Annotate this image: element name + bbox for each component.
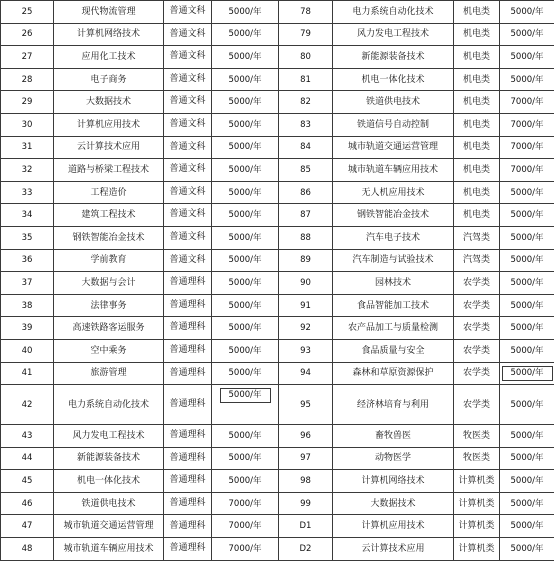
major-name-left: 机电一体化技术 xyxy=(54,470,164,493)
tuition-fee-left: 5000/年 xyxy=(212,91,279,114)
major-name-left: 工程造价 xyxy=(54,181,164,204)
table-row xyxy=(1,181,554,204)
row-number-right: 99 xyxy=(279,492,333,515)
major-name-left: 大数据技术 xyxy=(54,91,164,114)
row-number-right: 84 xyxy=(279,136,333,159)
major-name-right: 畜牧兽医 xyxy=(333,425,454,448)
highlighted-fee: 5000/年 xyxy=(502,366,553,381)
row-number-left: 30 xyxy=(1,113,54,136)
category-left: 普通理科 xyxy=(164,425,212,448)
category-left: 普通理科 xyxy=(164,317,212,340)
tuition-fee-right: 5000/年 xyxy=(500,492,554,515)
tuition-fee-right: 5000/年 xyxy=(500,470,554,493)
major-name-left: 道路与桥梁工程技术 xyxy=(54,159,164,182)
row-number-right: 94 xyxy=(279,362,333,385)
major-name-right: 铁道供电技术 xyxy=(333,91,454,114)
major-name-right: 风力发电工程技术 xyxy=(333,23,454,46)
table-row xyxy=(1,425,554,448)
category-right: 机电类 xyxy=(454,181,500,204)
row-number-left: 47 xyxy=(1,515,54,538)
tuition-fee-right: 7000/年 xyxy=(500,136,554,159)
row-number-right: 85 xyxy=(279,159,333,182)
tuition-fee-left: 5000/年 xyxy=(212,159,279,182)
major-name-left: 城市轨道车辆应用技术 xyxy=(54,538,164,561)
major-name-left: 云计算技术应用 xyxy=(54,136,164,159)
category-left: 普通文科 xyxy=(164,68,212,91)
major-name-right: 大数据技术 xyxy=(333,492,454,515)
major-name-left: 现代物流管理 xyxy=(54,1,164,24)
category-right: 机电类 xyxy=(454,68,500,91)
major-name-right: 汽车制造与试验技术 xyxy=(333,249,454,272)
table-row xyxy=(1,492,554,515)
table-row xyxy=(1,159,554,182)
tuition-fee-right: 5000/年 xyxy=(500,226,554,249)
major-name-right: 钢铁智能冶金技术 xyxy=(333,204,454,227)
major-name-right: 云计算技术应用 xyxy=(333,538,454,561)
major-name-left: 空中乘务 xyxy=(54,339,164,362)
major-name-left: 电力系统自动化技术 xyxy=(54,385,164,425)
row-number-right: 82 xyxy=(279,91,333,114)
tuition-fee-left: 5000/年 xyxy=(212,249,279,272)
tuition-fee-left: 5000/年 xyxy=(212,136,279,159)
major-name-right: 农产品加工与质量检测 xyxy=(333,317,454,340)
major-name-left: 铁道供电技术 xyxy=(54,492,164,515)
row-number-right: 86 xyxy=(279,181,333,204)
major-name-left: 新能源装备技术 xyxy=(54,447,164,470)
row-number-left: 33 xyxy=(1,181,54,204)
major-name-left: 钢铁智能冶金技术 xyxy=(54,226,164,249)
tuition-fee-left: 5000/年 xyxy=(212,181,279,204)
tuition-fee-right: 7000/年 xyxy=(500,91,554,114)
category-right: 计算机类 xyxy=(454,515,500,538)
major-name-right: 机电一体化技术 xyxy=(333,68,454,91)
category-right: 机电类 xyxy=(454,23,500,46)
tuition-fee-right: 5000/年 xyxy=(500,204,554,227)
table-row xyxy=(1,204,554,227)
category-left: 普通理科 xyxy=(164,294,212,317)
tuition-fee-left: 5000/年 xyxy=(212,362,279,385)
major-name-left: 学前教育 xyxy=(54,249,164,272)
category-left: 普通文科 xyxy=(164,204,212,227)
major-name-right: 城市轨道车辆应用技术 xyxy=(333,159,454,182)
table-row xyxy=(1,362,554,385)
table-row xyxy=(1,91,554,114)
major-name-left: 高速铁路客运服务 xyxy=(54,317,164,340)
tuition-fee-left: 7000/年 xyxy=(212,538,279,561)
category-left: 普通理科 xyxy=(164,470,212,493)
row-number-left: 41 xyxy=(1,362,54,385)
table-row xyxy=(1,470,554,493)
major-name-left: 法律事务 xyxy=(54,294,164,317)
tuition-fee-right: 5000/年 xyxy=(500,385,554,425)
category-right: 农学类 xyxy=(454,317,500,340)
major-name-left: 应用化工技术 xyxy=(54,46,164,69)
highlighted-fee: 5000/年 xyxy=(220,388,271,403)
row-number-left: 27 xyxy=(1,46,54,69)
table-row xyxy=(1,113,554,136)
tuition-fee-right: 5000/年 xyxy=(500,181,554,204)
table-row xyxy=(1,136,554,159)
tuition-fee-right: 7000/年 xyxy=(500,159,554,182)
major-name-left: 计算机网络技术 xyxy=(54,23,164,46)
tuition-fee-right: 5000/年 xyxy=(500,46,554,69)
major-name-right: 汽车电子技术 xyxy=(333,226,454,249)
category-left: 普通文科 xyxy=(164,113,212,136)
major-name-right: 电力系统自动化技术 xyxy=(333,1,454,24)
row-number-right: 93 xyxy=(279,339,333,362)
row-number-right: D1 xyxy=(279,515,333,538)
row-number-right: 87 xyxy=(279,204,333,227)
category-left: 普通理科 xyxy=(164,447,212,470)
tuition-fee-left: 5000/年 xyxy=(212,447,279,470)
major-name-left: 建筑工程技术 xyxy=(54,204,164,227)
major-name-left: 城市轨道交通运营管理 xyxy=(54,515,164,538)
row-number-left: 26 xyxy=(1,23,54,46)
category-left: 普通文科 xyxy=(164,91,212,114)
category-right: 机电类 xyxy=(454,1,500,24)
table-row xyxy=(1,447,554,470)
category-right: 牧医类 xyxy=(454,425,500,448)
tuition-fee-left: 5000/年 xyxy=(212,46,279,69)
tuition-fee-left: 5000/年 xyxy=(212,294,279,317)
row-number-left: 45 xyxy=(1,470,54,493)
category-right: 农学类 xyxy=(454,362,500,385)
major-name-right: 铁道信号自动控制 xyxy=(333,113,454,136)
category-right: 牧医类 xyxy=(454,447,500,470)
major-name-left: 计算机应用技术 xyxy=(54,113,164,136)
tuition-fee-right: 5000/年 xyxy=(500,538,554,561)
tuition-fee-left: 5000/年 xyxy=(212,23,279,46)
major-name-right: 计算机应用技术 xyxy=(333,515,454,538)
table-row xyxy=(1,339,554,362)
tuition-fee-left: 5000/年 xyxy=(212,317,279,340)
row-number-right: 90 xyxy=(279,272,333,295)
tuition-fee-right: 5000/年 xyxy=(500,272,554,295)
category-right: 机电类 xyxy=(454,91,500,114)
row-number-right: 83 xyxy=(279,113,333,136)
category-right: 农学类 xyxy=(454,272,500,295)
category-right: 农学类 xyxy=(454,339,500,362)
tuition-fee-right: 5000/年 xyxy=(500,23,554,46)
tuition-fee-left: 5000/年 xyxy=(212,339,279,362)
major-name-right: 森林和草原资源保护 xyxy=(333,362,454,385)
tuition-fee-right: 5000/年 xyxy=(500,515,554,538)
table-row xyxy=(1,46,554,69)
row-number-right: 81 xyxy=(279,68,333,91)
category-right: 农学类 xyxy=(454,385,500,425)
row-number-right: 92 xyxy=(279,317,333,340)
tuition-fee-left: 5000/年 xyxy=(212,226,279,249)
category-left: 普通文科 xyxy=(164,136,212,159)
row-number-right: 80 xyxy=(279,46,333,69)
category-left: 普通理科 xyxy=(164,272,212,295)
row-number-left: 42 xyxy=(1,385,54,425)
row-number-right: D2 xyxy=(279,538,333,561)
category-left: 普通文科 xyxy=(164,226,212,249)
tuition-fee-left: 5000/年 xyxy=(212,425,279,448)
major-name-left: 电子商务 xyxy=(54,68,164,91)
tuition-fee-left: 5000/年 xyxy=(212,470,279,493)
category-right: 农学类 xyxy=(454,294,500,317)
category-left: 普通理科 xyxy=(164,515,212,538)
tuition-fee-right: 5000/年 xyxy=(500,339,554,362)
category-left: 普通理科 xyxy=(164,339,212,362)
row-number-left: 48 xyxy=(1,538,54,561)
category-right: 汽驾类 xyxy=(454,226,500,249)
tuition-fee-left: 5000/年 xyxy=(212,204,279,227)
category-left: 普通理科 xyxy=(164,362,212,385)
row-number-left: 39 xyxy=(1,317,54,340)
tuition-fee-right: 5000/年 xyxy=(500,294,554,317)
major-name-left: 旅游管理 xyxy=(54,362,164,385)
category-left: 普通文科 xyxy=(164,159,212,182)
major-name-right: 食品质量与安全 xyxy=(333,339,454,362)
tuition-fee-right xyxy=(500,362,554,385)
category-right: 机电类 xyxy=(454,159,500,182)
row-number-left: 25 xyxy=(1,1,54,24)
row-number-left: 38 xyxy=(1,294,54,317)
tuition-fee-right: 5000/年 xyxy=(500,68,554,91)
major-name-right: 新能源装备技术 xyxy=(333,46,454,69)
row-number-left: 46 xyxy=(1,492,54,515)
table-row xyxy=(1,1,554,24)
row-number-right: 95 xyxy=(279,385,333,425)
category-right: 计算机类 xyxy=(454,492,500,515)
row-number-left: 40 xyxy=(1,339,54,362)
category-right: 计算机类 xyxy=(454,470,500,493)
row-number-left: 44 xyxy=(1,447,54,470)
category-right: 汽驾类 xyxy=(454,249,500,272)
tuition-fee-left: 5000/年 xyxy=(212,1,279,24)
tuition-fee-right: 5000/年 xyxy=(500,425,554,448)
table-row xyxy=(1,226,554,249)
table-body xyxy=(1,1,554,561)
row-number-right: 78 xyxy=(279,1,333,24)
major-name-right: 计算机网络技术 xyxy=(333,470,454,493)
row-number-right: 97 xyxy=(279,447,333,470)
row-number-left: 36 xyxy=(1,249,54,272)
row-number-left: 34 xyxy=(1,204,54,227)
tuition-fee-right: 5000/年 xyxy=(500,317,554,340)
table-row xyxy=(1,23,554,46)
category-right: 机电类 xyxy=(454,204,500,227)
row-number-left: 28 xyxy=(1,68,54,91)
category-left: 普通理科 xyxy=(164,538,212,561)
category-left: 普通文科 xyxy=(164,249,212,272)
major-name-right: 食品智能加工技术 xyxy=(333,294,454,317)
major-name-right: 无人机应用技术 xyxy=(333,181,454,204)
major-name-right: 动物医学 xyxy=(333,447,454,470)
category-right: 机电类 xyxy=(454,113,500,136)
major-name-right: 园林技术 xyxy=(333,272,454,295)
row-number-left: 37 xyxy=(1,272,54,295)
category-left: 普通理科 xyxy=(164,492,212,515)
tuition-fee-left: 5000/年 xyxy=(212,272,279,295)
table-row xyxy=(1,538,554,561)
category-left: 普通文科 xyxy=(164,181,212,204)
table-row xyxy=(1,317,554,340)
row-number-right: 79 xyxy=(279,23,333,46)
table-row xyxy=(1,68,554,91)
row-number-right: 98 xyxy=(279,470,333,493)
row-number-left: 31 xyxy=(1,136,54,159)
tuition-fee-left: 5000/年 xyxy=(212,113,279,136)
table-row xyxy=(1,385,554,425)
tuition-fee-right: 5000/年 xyxy=(500,249,554,272)
table-row xyxy=(1,249,554,272)
row-number-right: 96 xyxy=(279,425,333,448)
major-name-left: 大数据与会计 xyxy=(54,272,164,295)
category-right: 机电类 xyxy=(454,136,500,159)
tuition-fee-right: 7000/年 xyxy=(500,113,554,136)
table-row xyxy=(1,515,554,538)
tuition-fee-right: 5000/年 xyxy=(500,447,554,470)
tuition-fee-left: 7000/年 xyxy=(212,492,279,515)
table-row xyxy=(1,272,554,295)
category-left: 普通理科 xyxy=(164,385,212,425)
category-left: 普通文科 xyxy=(164,46,212,69)
row-number-left: 32 xyxy=(1,159,54,182)
row-number-left: 35 xyxy=(1,226,54,249)
row-number-right: 88 xyxy=(279,226,333,249)
table-row xyxy=(1,294,554,317)
tuition-fee-right: 5000/年 xyxy=(500,1,554,24)
row-number-right: 89 xyxy=(279,249,333,272)
row-number-left: 43 xyxy=(1,425,54,448)
major-name-right: 城市轨道交通运营管理 xyxy=(333,136,454,159)
tuition-fee-left: 7000/年 xyxy=(212,515,279,538)
row-number-right: 91 xyxy=(279,294,333,317)
tuition-fee-left: 5000/年 xyxy=(212,68,279,91)
category-left: 普通文科 xyxy=(164,1,212,24)
major-name-left: 风力发电工程技术 xyxy=(54,425,164,448)
category-right: 机电类 xyxy=(454,46,500,69)
row-number-left: 29 xyxy=(1,91,54,114)
major-name-right: 经济林培育与利用 xyxy=(333,385,454,425)
category-left: 普通文科 xyxy=(164,23,212,46)
tuition-fee-left xyxy=(212,385,279,425)
category-right: 计算机类 xyxy=(454,538,500,561)
